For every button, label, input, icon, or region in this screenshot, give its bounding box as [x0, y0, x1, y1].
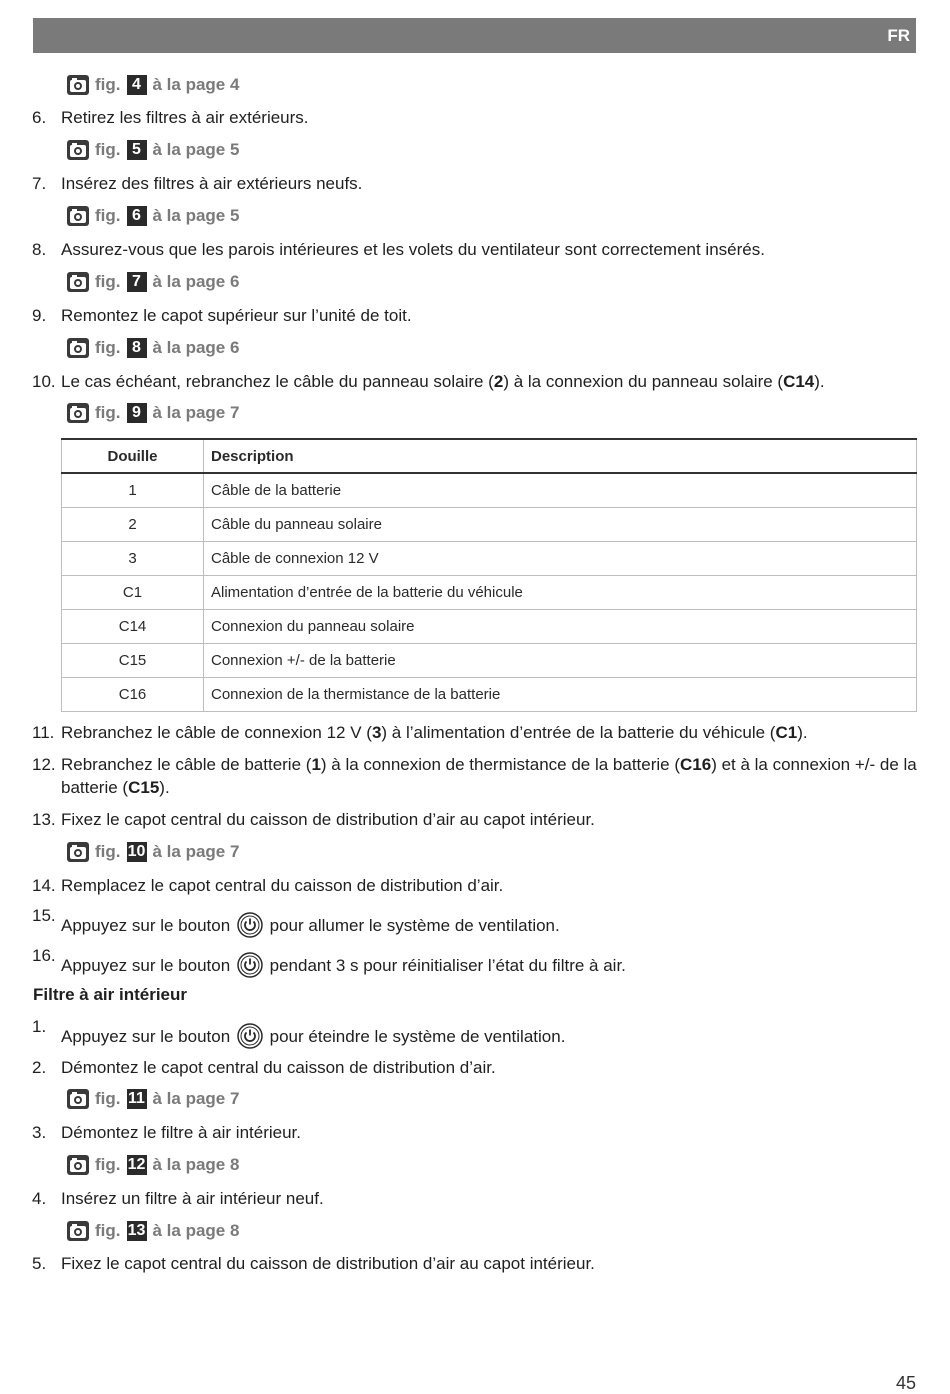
socket-cell: 2 [62, 508, 204, 542]
figure-reference[interactable] [67, 138, 239, 162]
step-number: 14. [32, 876, 56, 895]
socket-table [61, 438, 917, 712]
step-text: Appuyez sur le bouton pour allumer le système de ventilation. [61, 912, 917, 938]
figure-page: à la page 6 [152, 272, 240, 291]
figure-label: fig. [95, 1089, 121, 1108]
step-text: Démontez le filtre à air intérieur. [61, 1123, 301, 1142]
step-number: 1. [32, 1017, 47, 1036]
table-header-row [62, 439, 917, 473]
figure-number: 10 [127, 843, 146, 860]
description-cell: Câble du panneau solaire [204, 508, 917, 542]
figure-page: à la page 7 [152, 1089, 240, 1108]
table-row [62, 644, 917, 678]
figure-label: fig. [95, 75, 121, 94]
figure-reference[interactable] [67, 1087, 239, 1111]
power-button-icon [237, 912, 263, 938]
figure-number: 12 [127, 1156, 146, 1173]
figure-page: à la page 4 [152, 75, 240, 94]
table-row [62, 610, 917, 644]
step-number: 13. [32, 810, 56, 829]
step-number: 8. [32, 240, 47, 259]
figure-label: fig. [95, 272, 121, 291]
step-number: 11. [32, 723, 55, 742]
figure-page: à la page 7 [152, 842, 240, 861]
power-button-icon [237, 952, 263, 978]
step-number: 4. [32, 1189, 47, 1208]
figure-reference[interactable] [67, 73, 239, 97]
step-number: 16. [32, 946, 56, 965]
step-number: 10. [32, 372, 56, 391]
figure-number: 9 [127, 403, 147, 423]
figure-label: fig. [95, 403, 121, 422]
figure-number: 13 [127, 1222, 146, 1239]
figure-page: à la page 8 [152, 1155, 240, 1174]
step-text: Appuyez sur le bouton pendant 3 s pour réinitialiser l’état du filtre à air. [61, 952, 917, 978]
step-text: Appuyez sur le bouton pour éteindre le système de ventilation. [61, 1023, 917, 1049]
figure-label: fig. [95, 206, 121, 225]
figure-number: 5 [127, 140, 147, 160]
step-number: 15. [32, 906, 56, 925]
step-text: Démontez le capot central du caisson de distribution d’air. [61, 1058, 496, 1077]
step-text: Assurez-vous que les parois intérieures et les volets du ventilateur sont correctement insérés. [61, 240, 765, 259]
step-text: Remplacez le capot central du caisson de distribution d’air. [61, 876, 504, 895]
page-number: 45 [895, 1373, 916, 1393]
figure-page: à la page 6 [152, 338, 240, 357]
step-number: 6. [32, 108, 47, 127]
figure-number: 4 [127, 75, 147, 95]
camera-icon [67, 842, 89, 862]
figure-number: 11 [128, 1090, 145, 1107]
column-header-description: Description [204, 439, 917, 473]
figure-page: à la page 5 [152, 140, 240, 159]
camera-icon [67, 1089, 89, 1109]
step-text: Le cas échéant, rebranchez le câble du panneau solaire (2) à la connexion du panneau solaire (C14). [61, 372, 825, 391]
table-row [62, 473, 917, 508]
description-cell: Connexion de la thermistance de la batterie [204, 678, 917, 712]
page-header-bar [33, 18, 916, 53]
figure-label: fig. [95, 1155, 121, 1174]
table-row [62, 508, 917, 542]
table-row [62, 576, 917, 610]
column-header-socket: Douille [62, 439, 204, 473]
step-text: Insérez un filtre à air intérieur neuf. [61, 1189, 324, 1208]
figure-reference[interactable] [67, 204, 239, 228]
camera-icon [67, 1221, 89, 1241]
camera-icon [67, 75, 89, 95]
figure-reference[interactable] [67, 336, 239, 360]
camera-icon [67, 206, 89, 226]
step-text: Retirez les filtres à air extérieurs. [61, 108, 309, 127]
figure-number: 7 [127, 272, 147, 292]
description-cell: Câble de connexion 12 V [204, 542, 917, 576]
power-button-icon [237, 1023, 263, 1049]
camera-icon [67, 272, 89, 292]
socket-cell: 1 [62, 473, 204, 508]
socket-cell: C1 [62, 576, 204, 610]
figure-page: à la page 5 [152, 206, 240, 225]
figure-reference[interactable] [67, 401, 239, 425]
socket-cell: C14 [62, 610, 204, 644]
figure-label: fig. [95, 140, 121, 159]
socket-cell: 3 [62, 542, 204, 576]
step-text: Insérez des filtres à air extérieurs neufs. [61, 174, 363, 193]
figure-reference[interactable] [67, 1219, 239, 1243]
figure-reference[interactable] [67, 1153, 239, 1177]
step-text: Remontez le capot supérieur sur l’unité de toit. [61, 306, 412, 325]
step-number: 7. [32, 174, 47, 193]
figure-reference[interactable] [67, 840, 239, 864]
step-number: 2. [32, 1058, 47, 1077]
section-title: Filtre à air intérieur [33, 985, 187, 1004]
camera-icon [67, 338, 89, 358]
socket-cell: C15 [62, 644, 204, 678]
socket-cell: C16 [62, 678, 204, 712]
description-cell: Connexion +/- de la batterie [204, 644, 917, 678]
figure-label: fig. [95, 338, 121, 357]
step-number: 5. [32, 1254, 47, 1273]
step-text: Fixez le capot central du caisson de distribution d’air au capot intérieur. [61, 810, 595, 829]
camera-icon [67, 140, 89, 160]
figure-number: 6 [127, 206, 147, 226]
figure-page: à la page 8 [152, 1221, 240, 1240]
table-row [62, 542, 917, 576]
figure-page: à la page 7 [152, 403, 240, 422]
table-row [62, 678, 917, 712]
camera-icon [67, 403, 89, 423]
description-cell: Connexion du panneau solaire [204, 610, 917, 644]
description-cell: Alimentation d’entrée de la batterie du véhicule [204, 576, 917, 610]
figure-reference[interactable] [67, 270, 239, 294]
step-text: Rebranchez le câble de batterie (1) à la connexion de thermistance de la batterie (C16) et à la connexion +/- de la batterie (C15). [61, 755, 917, 797]
camera-icon [67, 1155, 89, 1175]
step-number: 12. [32, 755, 56, 774]
figure-label: fig. [95, 842, 121, 861]
figure-label: fig. [95, 1221, 121, 1240]
step-number: 9. [32, 306, 47, 325]
step-number: 3. [32, 1123, 47, 1142]
description-cell: Câble de la batterie [204, 473, 917, 508]
language-label: FR [887, 26, 910, 45]
step-text: Rebranchez le câble de connexion 12 V (3) à l’alimentation d’entrée de la batterie du véhicule (C1). [61, 723, 808, 742]
step-text: Fixez le capot central du caisson de distribution d’air au capot intérieur. [61, 1254, 595, 1273]
figure-number: 8 [127, 338, 147, 358]
